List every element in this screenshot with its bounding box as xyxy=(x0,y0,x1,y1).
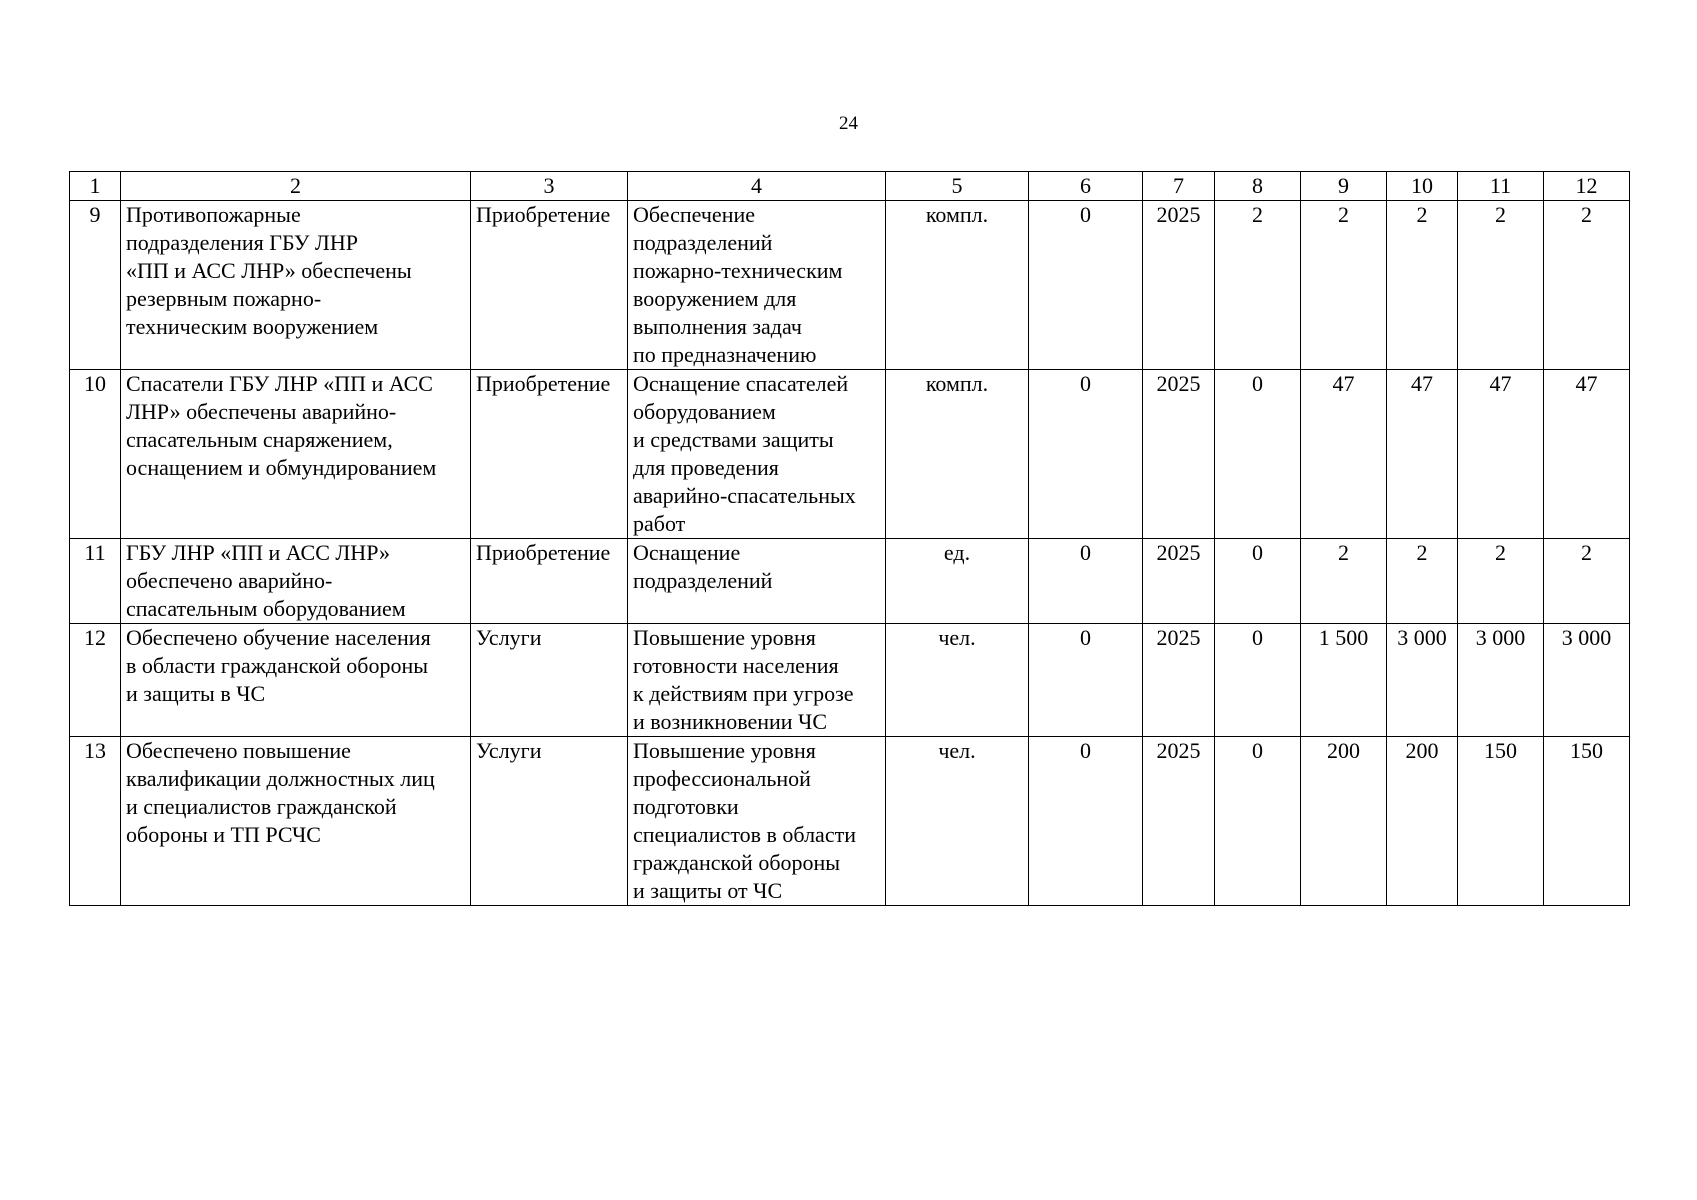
header-row xyxy=(70,172,1630,201)
header-cell: 3 xyxy=(471,172,628,201)
value-cell-10: 47 xyxy=(1387,370,1458,539)
value-cell-6: 0 xyxy=(1029,201,1143,370)
result-cell xyxy=(121,539,471,624)
value-cell-12: 150 xyxy=(1544,737,1630,906)
description-text: Оснащение спасателей оборудованием и средствами защиты для проведения аварийно-спасательных работ xyxy=(633,371,856,536)
result-text: Спасатели ГБУ ЛНР «ПП и АСС ЛНР» обеспечены аварийно- спасательным снаряжением, оснащением и обмундированием xyxy=(126,371,437,480)
value-cell-11: 2 xyxy=(1458,201,1544,370)
unit-cell: ед. xyxy=(886,539,1029,624)
value-cell-10: 2 xyxy=(1387,539,1458,624)
header-cell: 2 xyxy=(121,172,471,201)
value-cell-6: 0 xyxy=(1029,624,1143,737)
header-cell: 4 xyxy=(628,172,886,201)
value-cell-7: 2025 xyxy=(1143,201,1215,370)
value-cell-8: 0 xyxy=(1215,370,1301,539)
value-cell-9: 1 500 xyxy=(1301,624,1387,737)
type-cell: Услуги xyxy=(471,737,628,906)
value-cell-6: 0 xyxy=(1029,539,1143,624)
description-cell xyxy=(628,539,886,624)
value-cell-8: 0 xyxy=(1215,539,1301,624)
type-cell: Услуги xyxy=(471,624,628,737)
row-number: 13 xyxy=(70,737,121,906)
result-text: Противопожарные подразделения ГБУ ЛНР «ПП и АСС ЛНР» обеспечены резервным пожарно- техническим вооружением xyxy=(126,202,412,339)
header-cell: 10 xyxy=(1387,172,1458,201)
type-cell: Приобретение xyxy=(471,370,628,539)
table-header xyxy=(70,172,1630,201)
value-cell-10: 200 xyxy=(1387,737,1458,906)
value-cell-10: 3 000 xyxy=(1387,624,1458,737)
value-cell-9: 2 xyxy=(1301,201,1387,370)
value-cell-12: 3 000 xyxy=(1544,624,1630,737)
result-cell xyxy=(121,201,471,370)
value-cell-7: 2025 xyxy=(1143,539,1215,624)
value-cell-10: 2 xyxy=(1387,201,1458,370)
value-cell-11: 3 000 xyxy=(1458,624,1544,737)
value-cell-9: 47 xyxy=(1301,370,1387,539)
row-number: 10 xyxy=(70,370,121,539)
value-cell-7: 2025 xyxy=(1143,624,1215,737)
value-cell-9: 2 xyxy=(1301,539,1387,624)
table-row xyxy=(70,737,1630,906)
description-text: Повышение уровня готовности населения к действиям при угрозе и возникновении ЧС xyxy=(633,625,854,734)
description-cell xyxy=(628,201,886,370)
result-text: Обеспечено повышение квалификации должностных лиц и специалистов гражданской обороны и ТП РСЧС xyxy=(126,738,435,847)
value-cell-9: 200 xyxy=(1301,737,1387,906)
header-cell: 7 xyxy=(1143,172,1215,201)
description-cell xyxy=(628,624,886,737)
page-number: 24 xyxy=(839,113,858,134)
value-cell-11: 150 xyxy=(1458,737,1544,906)
header-cell: 11 xyxy=(1458,172,1544,201)
result-cell xyxy=(121,370,471,539)
unit-cell: чел. xyxy=(886,737,1029,906)
header-cell: 1 xyxy=(70,172,121,201)
table-row xyxy=(70,624,1630,737)
table-body xyxy=(70,201,1630,906)
result-text: Обеспечено обучение населения в области гражданской обороны и защиты в ЧС xyxy=(126,625,431,706)
unit-cell: чел. xyxy=(886,624,1029,737)
value-cell-12: 2 xyxy=(1544,539,1630,624)
result-cell xyxy=(121,624,471,737)
value-cell-8: 0 xyxy=(1215,624,1301,737)
value-cell-6: 0 xyxy=(1029,370,1143,539)
type-cell: Приобретение xyxy=(471,539,628,624)
description-cell xyxy=(628,370,886,539)
value-cell-7: 2025 xyxy=(1143,737,1215,906)
value-cell-7: 2025 xyxy=(1143,370,1215,539)
value-cell-12: 2 xyxy=(1544,201,1630,370)
value-cell-11: 47 xyxy=(1458,370,1544,539)
table-row xyxy=(70,201,1630,370)
value-cell-12: 47 xyxy=(1544,370,1630,539)
value-cell-8: 0 xyxy=(1215,737,1301,906)
header-cell: 12 xyxy=(1544,172,1630,201)
unit-cell: компл. xyxy=(886,370,1029,539)
result-text: ГБУ ЛНР «ПП и АСС ЛНР» обеспечено аварийно- спасательным оборудованием xyxy=(126,540,406,621)
header-cell: 5 xyxy=(886,172,1029,201)
header-cell: 8 xyxy=(1215,172,1301,201)
description-text: Обеспечение подразделений пожарно-техническим вооружением для выполнения задач по предназначению xyxy=(633,202,843,367)
value-cell-11: 2 xyxy=(1458,539,1544,624)
table-row xyxy=(70,539,1630,624)
data-table xyxy=(69,171,1630,906)
result-cell xyxy=(121,737,471,906)
value-cell-6: 0 xyxy=(1029,737,1143,906)
description-text: Повышение уровня профессиональной подготовки специалистов в области гражданской обороны и защиты от ЧС xyxy=(633,738,856,903)
header-cell: 9 xyxy=(1301,172,1387,201)
row-number: 12 xyxy=(70,624,121,737)
type-cell: Приобретение xyxy=(471,201,628,370)
description-text: Оснащение подразделений xyxy=(633,540,773,593)
row-number: 11 xyxy=(70,539,121,624)
unit-cell: компл. xyxy=(886,201,1029,370)
description-cell xyxy=(628,737,886,906)
value-cell-8: 2 xyxy=(1215,201,1301,370)
header-cell: 6 xyxy=(1029,172,1143,201)
row-number: 9 xyxy=(70,201,121,370)
table-row xyxy=(70,370,1630,539)
